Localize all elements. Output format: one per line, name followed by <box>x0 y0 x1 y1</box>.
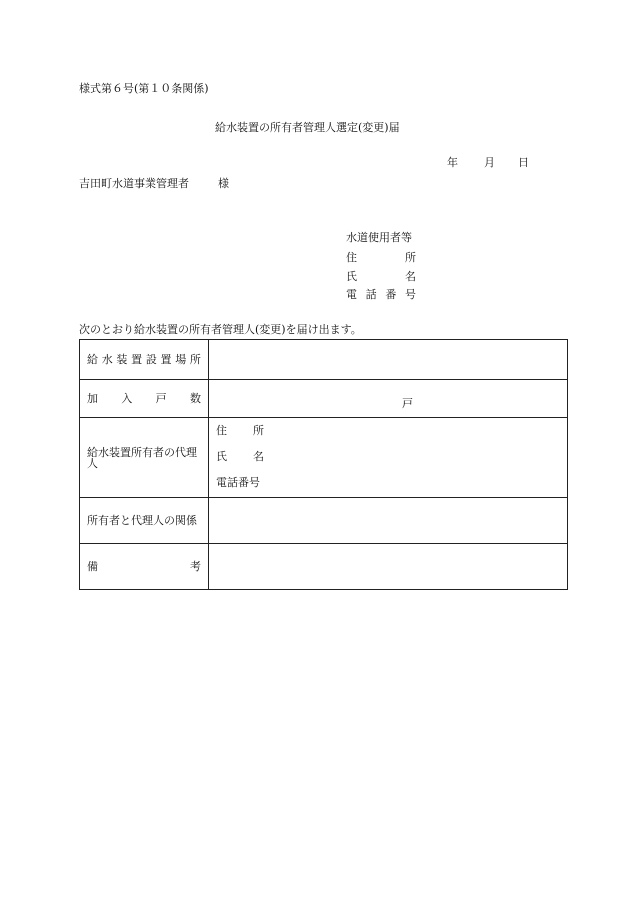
label-char: 名 <box>405 270 416 283</box>
label-char: 数 <box>189 392 201 405</box>
table-row <box>80 544 568 590</box>
agent-address-line <box>209 425 567 436</box>
relationship-field[interactable] <box>209 498 568 544</box>
label-char: 入 <box>121 392 133 405</box>
form-table <box>79 339 568 590</box>
household-count-field[interactable] <box>209 380 568 418</box>
date-year-label: 年 <box>447 156 458 169</box>
label-char: 戸 <box>155 392 167 405</box>
label-char: 置 <box>160 353 172 366</box>
label-char: 氏 <box>216 449 227 463</box>
label-char: 水 <box>101 353 113 366</box>
intro-text: 次のとおり給水装置の所有者管理人(変更)を届け出ます。 <box>79 323 362 336</box>
label-char: 電 <box>346 288 357 301</box>
household-unit: 戸 <box>402 397 413 410</box>
date-month-label: 月 <box>484 156 495 169</box>
label-char: 考 <box>190 560 201 573</box>
label-char: 加 <box>87 392 98 405</box>
table-row <box>80 498 568 544</box>
addressee-honorific: 様 <box>218 177 229 190</box>
label-char: 名 <box>253 449 264 463</box>
installation-location-field[interactable] <box>209 340 568 380</box>
date-day-label: 日 <box>518 156 529 169</box>
form-title: 給水装置の所有者管理人選定(変更)届 <box>215 121 400 134</box>
label-char: 所 <box>189 353 201 366</box>
label-char: 話 <box>365 288 377 301</box>
label-char: 所 <box>253 423 264 437</box>
applicant-name-label <box>346 271 416 282</box>
label-char: 備 <box>87 560 98 573</box>
agent-phone-line <box>209 477 567 488</box>
label-char: 場 <box>175 353 187 366</box>
agent-phone-label: 電話番号 <box>216 475 260 489</box>
owner-agent-label: 給水装置所有者の代理人 <box>80 418 209 498</box>
addressee: 吉田町水道事業管理者 <box>79 177 189 190</box>
table-row <box>80 380 568 418</box>
table-row <box>80 340 568 380</box>
table-row <box>80 418 568 498</box>
label-char: 号 <box>404 288 416 301</box>
owner-agent-field[interactable] <box>209 418 568 498</box>
label-char: 住 <box>346 251 357 264</box>
label-char: 所 <box>405 251 416 264</box>
installation-location-label <box>80 340 209 380</box>
remarks-label <box>80 544 209 590</box>
label-char: 給 <box>87 353 98 366</box>
form-number: 様式第６号(第１０条関係) <box>79 82 209 95</box>
agent-name-line <box>209 451 567 462</box>
label-char: 装 <box>116 353 128 366</box>
applicant-heading: 水道使用者等 <box>346 231 412 244</box>
applicant-address-label <box>346 252 416 263</box>
relationship-label: 所有者と代理人の関係 <box>80 498 209 544</box>
label-char: 置 <box>131 353 143 366</box>
label-char: 設 <box>145 353 157 366</box>
applicant-phone-label <box>346 289 416 300</box>
remarks-field[interactable] <box>209 544 568 590</box>
household-count-label <box>80 380 209 418</box>
label-char: 氏 <box>346 270 357 283</box>
label-char: 住 <box>216 423 227 437</box>
label-char: 番 <box>385 288 397 301</box>
